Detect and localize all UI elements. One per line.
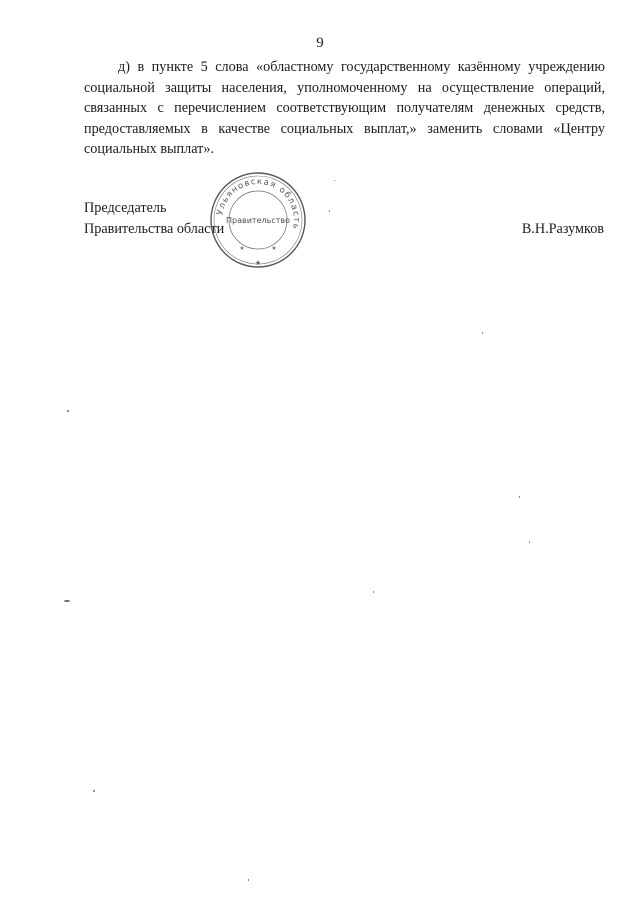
scan-speck bbox=[67, 410, 69, 412]
scan-speck bbox=[93, 790, 95, 792]
scan-speck bbox=[64, 600, 70, 602]
amendment-paragraph: д) в пункте 5 слова «областному государственному казённому учреждению социальной защиты населения, уполномоченному на осуществление операций, связанных с перечислением соответствующим получателям денежных средств, предоставляемых в качестве социальных выплат,» заменить словами «Центру социальных выплат». bbox=[84, 59, 605, 157]
scan-speck bbox=[373, 591, 374, 593]
stamp-star-left-icon: ★ bbox=[239, 245, 245, 252]
signature-role bbox=[84, 198, 224, 239]
scan-speck bbox=[529, 541, 530, 543]
signatory-name: В.Н.Разумков bbox=[521, 221, 604, 237]
official-seal-stamp bbox=[208, 170, 308, 270]
scan-speck bbox=[334, 180, 335, 181]
scan-speck bbox=[482, 332, 483, 334]
signature-role-line-2: Правительства области bbox=[84, 220, 225, 237]
scan-speck bbox=[329, 210, 330, 212]
signature-role-line-1: Председатель bbox=[84, 200, 167, 216]
stamp-ring-text: Ульяновская область bbox=[215, 176, 302, 231]
scan-speck bbox=[519, 496, 520, 498]
page-number: 9 bbox=[316, 35, 324, 51]
scan-speck bbox=[248, 879, 249, 881]
stamp-center-text: Правительство bbox=[226, 216, 290, 225]
stamp-star-right-icon: ★ bbox=[271, 245, 277, 252]
stamp-star-icon: ★ bbox=[254, 259, 262, 267]
